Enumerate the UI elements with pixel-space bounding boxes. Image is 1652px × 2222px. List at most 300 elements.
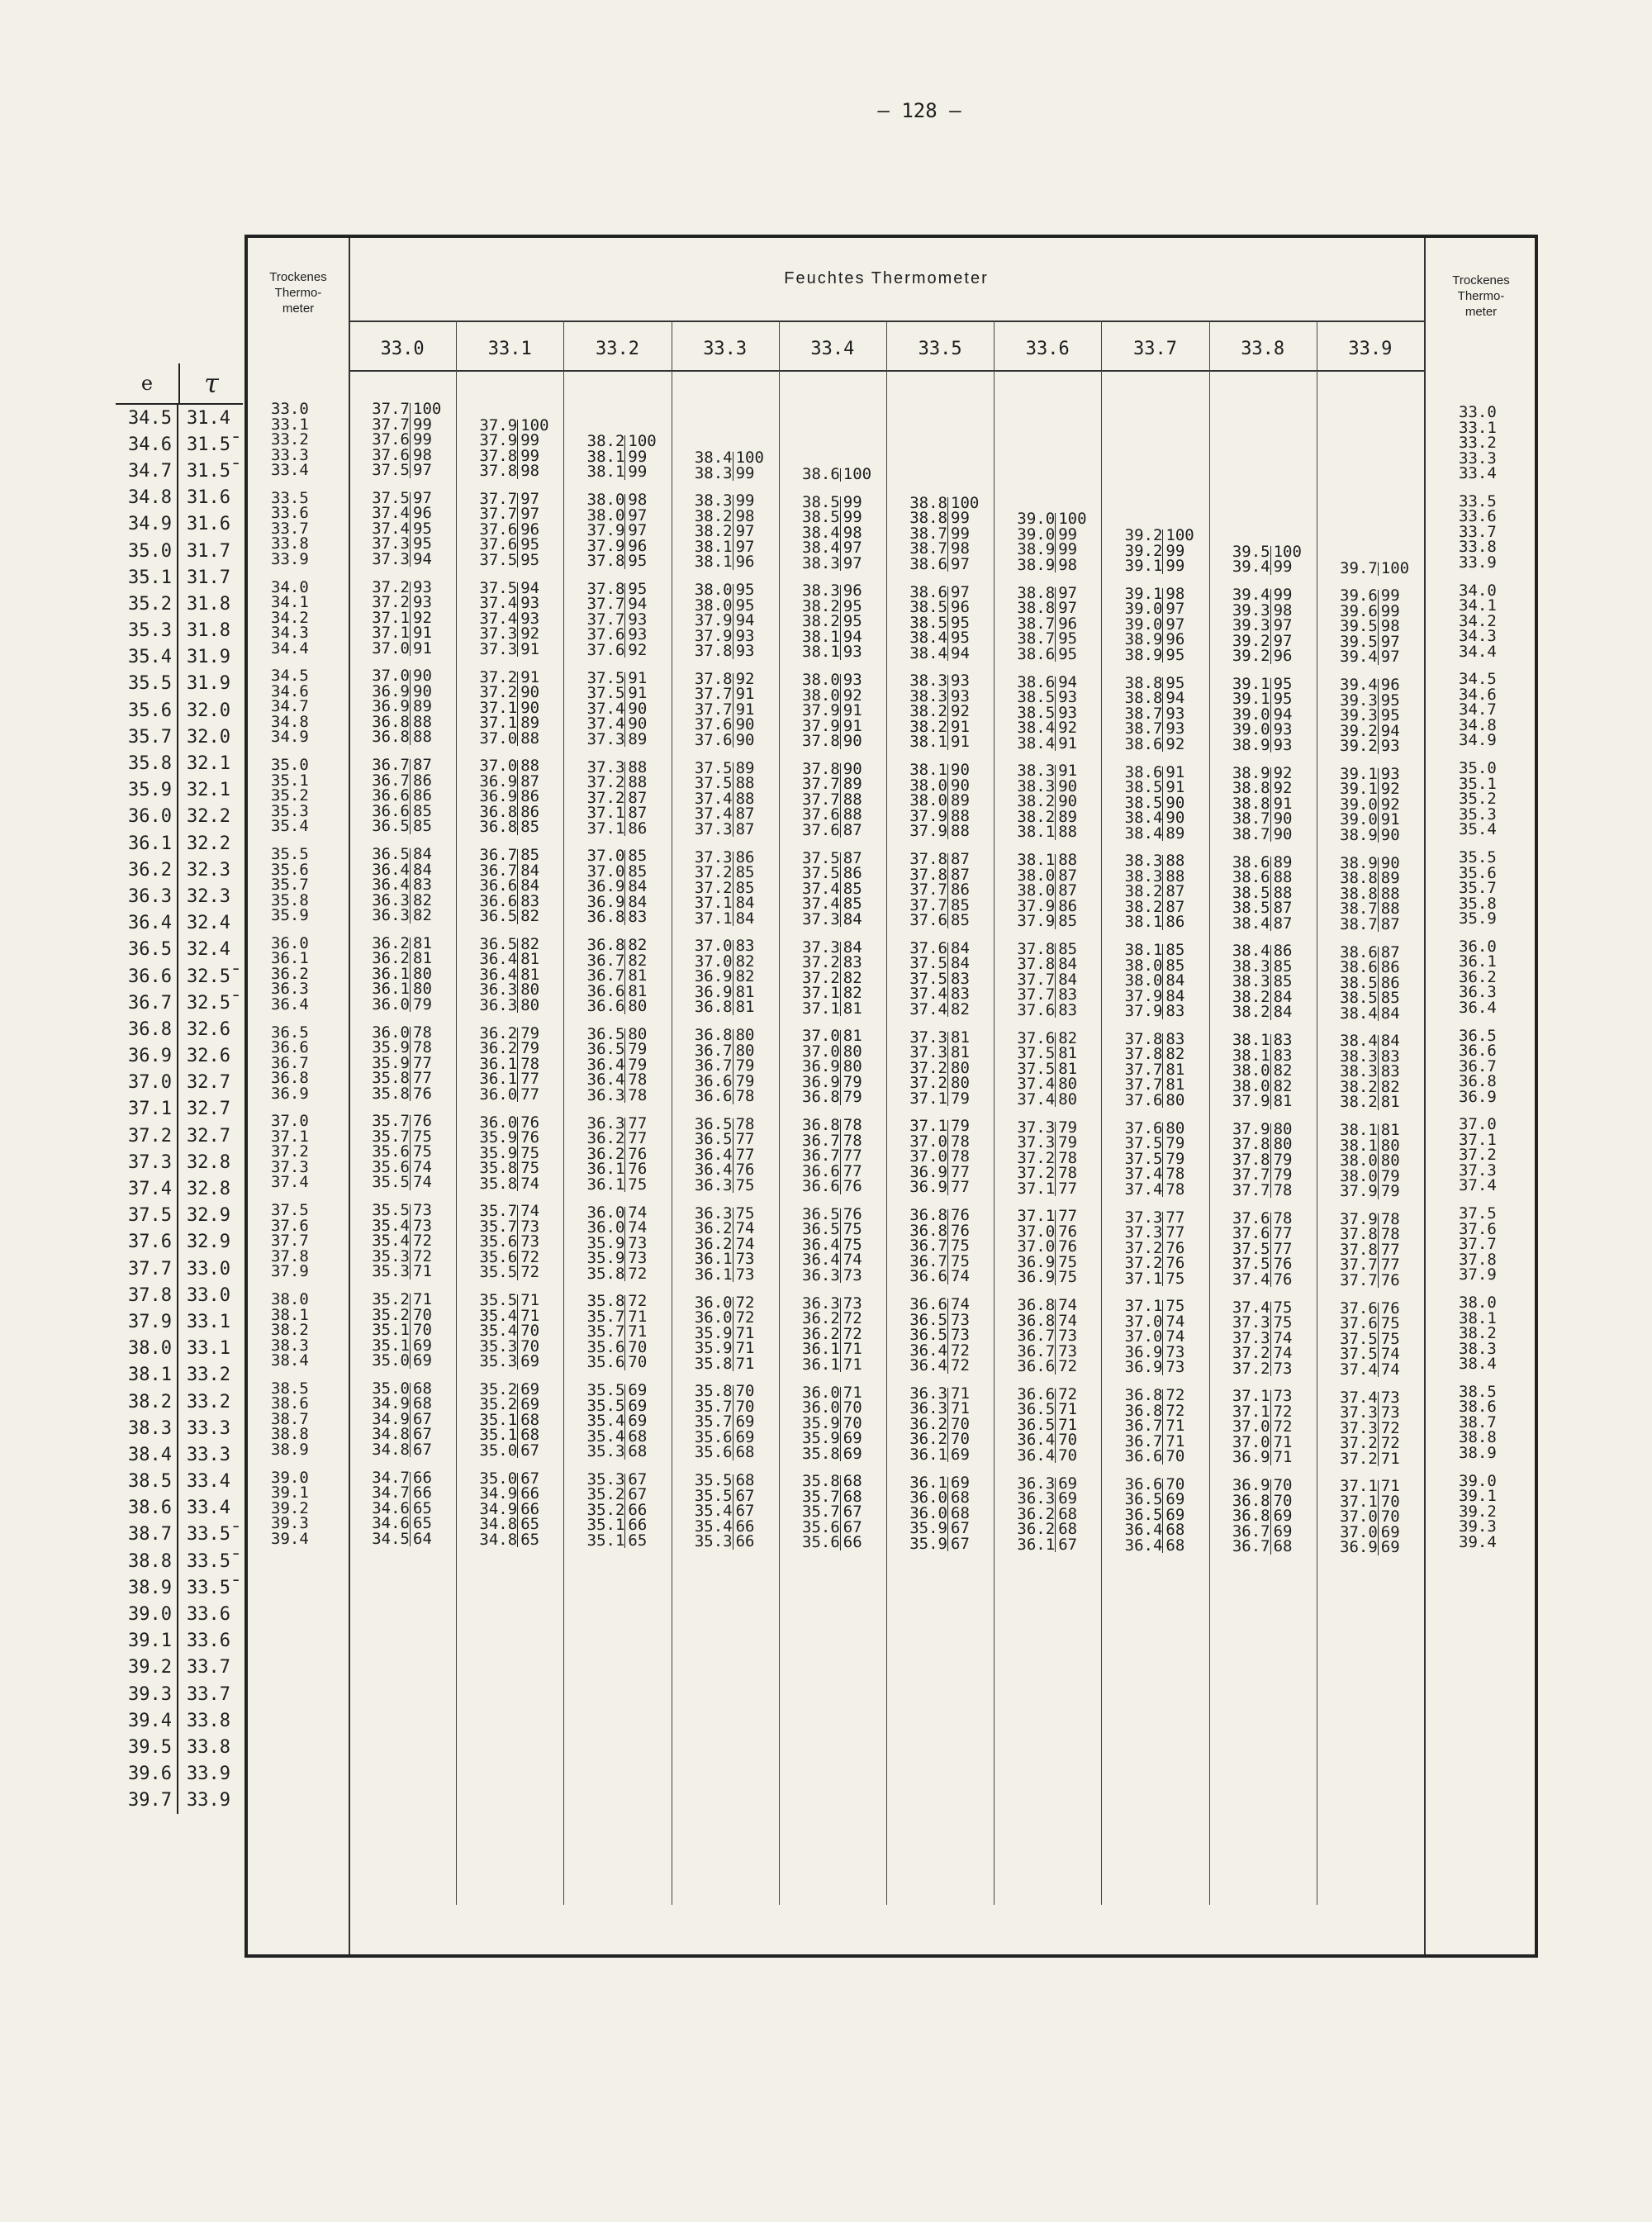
table-cell	[1323, 942, 1421, 1023]
side-table-row	[116, 538, 243, 564]
side-e-value: 38.1	[116, 1362, 178, 1389]
side-e-value: 37.0	[116, 1070, 178, 1096]
side-e-value: 39.7	[116, 1788, 178, 1814]
relative-humidity: 88 88 87 87 86	[628, 757, 648, 838]
cell-divider	[517, 760, 518, 835]
wet-bulb-temperature: 37.3 37.2 37.2 37.1 37.1	[694, 847, 733, 928]
wet-bulb-temperature: 37.1 37.1 37.0 37.0 36.9	[1232, 1387, 1270, 1467]
cell-divider	[1270, 546, 1271, 575]
wet-bulb-temperature: 36.6 36.5 36.5 36.4 36.4	[1124, 1474, 1163, 1555]
table-cell	[678, 1206, 776, 1284]
table-cell	[678, 582, 776, 660]
cell-divider	[1162, 767, 1163, 842]
cell-divider	[624, 939, 625, 1014]
cell-divider	[1378, 768, 1379, 843]
wet-bulb-temperature: 39.7	[1340, 558, 1378, 577]
dry-values-left: 38.0 38.1 38.2 38.3 38.4	[271, 1290, 309, 1370]
table-cell	[1000, 763, 1098, 841]
relative-humidity: 68 68 67 67 67	[413, 1379, 432, 1459]
relative-humidity: 80 79 79 78 78	[1165, 1118, 1185, 1199]
cell-divider	[410, 1204, 411, 1280]
dry-values-right: 34.0 34.1 34.2 34.3 34.4	[1459, 581, 1497, 661]
relative-humidity: 66 66 65 65 64	[413, 1468, 432, 1548]
side-e-value: 35.9	[116, 777, 178, 804]
table-cell	[678, 1114, 776, 1194]
side-table-row	[116, 1096, 243, 1123]
wet-column-header: 33.3	[703, 339, 748, 359]
wet-bulb-temperature: 35.3 35.2 35.2 35.1 35.1	[586, 1469, 625, 1550]
table-cell	[786, 759, 883, 839]
wet-bulb-temperature: 38.1 38.1 38.0 38.0 37.9	[1340, 1121, 1378, 1201]
table-cell	[1000, 583, 1098, 663]
cell-divider	[840, 852, 841, 928]
wet-bulb-temperature: 37.6 37.5 37.5 37.4 37.4	[909, 938, 947, 1018]
table-cell	[678, 493, 776, 571]
side-table-row	[116, 1761, 243, 1788]
wet-bulb-temperature: 37.2 37.2 37.1 37.1 37.0	[479, 667, 518, 748]
cell-divider	[624, 1028, 625, 1104]
cell-divider	[1270, 678, 1271, 753]
wet-bulb-temperature: 35.7 35.7 35.6 35.6 35.5	[479, 1202, 518, 1282]
side-e-value: 37.9	[116, 1308, 178, 1335]
table-cell	[1323, 1123, 1421, 1200]
row-group	[248, 1468, 1538, 1557]
cell-divider	[410, 492, 411, 567]
side-e-value: 38.0	[116, 1336, 178, 1362]
table-cell	[570, 848, 667, 926]
cell-divider	[410, 582, 411, 657]
side-tau-value: 33.1	[187, 1338, 230, 1360]
relative-humidity: 76 75 75 74 73	[843, 1204, 862, 1284]
side-tau-value: 33.5̄	[187, 1524, 230, 1545]
table-cell	[893, 1475, 990, 1553]
side-table-row	[116, 431, 243, 458]
cell-divider	[947, 1477, 948, 1552]
side-e-value: 38.6	[116, 1495, 178, 1522]
relative-humidity: 72 72 71 71 71	[735, 1293, 755, 1373]
wet-bulb-temperature: 37.0 36.9 36.9 36.8 36.8	[372, 667, 410, 747]
wet-bulb-temperature: 38.6 38.6 38.5 38.5 38.4	[1340, 942, 1378, 1023]
relative-humidity: 71 71 70 70 69	[951, 1384, 970, 1464]
table-cell	[570, 1469, 667, 1550]
cell-divider	[1378, 679, 1379, 754]
table-cell	[1323, 1301, 1421, 1379]
side-table-row	[116, 564, 243, 591]
cell-divider	[410, 1472, 411, 1547]
cell-divider	[1378, 857, 1379, 933]
side-e-value: 35.0	[116, 538, 178, 564]
table-cell	[1000, 1476, 1098, 1554]
wet-bulb-temperature: 37.3 37.2 37.2 37.1 37.1	[802, 938, 840, 1018]
dry-values-left: 34.0 34.1 34.2 34.3 34.4	[271, 577, 309, 658]
relative-humidity: 97 97 96 95 95	[1058, 583, 1078, 663]
table-cell	[678, 1295, 776, 1373]
row-group	[248, 756, 1538, 844]
relative-humidity: 90 89 88 88 87	[1380, 853, 1400, 933]
side-tau-value: 32.2	[187, 806, 230, 828]
table-cell	[1323, 853, 1421, 933]
side-tau-value: 33.6	[187, 1604, 230, 1626]
table-cell	[355, 488, 453, 568]
relative-humidity: 98 97 97 96 95	[1165, 584, 1185, 664]
cell-divider	[1055, 587, 1056, 662]
table-cell	[678, 1473, 776, 1550]
cell-divider	[1055, 943, 1056, 1018]
cell-divider	[517, 1384, 518, 1459]
wet-bulb-temperature: 38.0 38.0 37.9 37.9 37.8	[802, 671, 840, 751]
side-table-row	[116, 511, 243, 538]
wet-bulb-temperature: 38.1 38.0 38.0 37.9 37.9	[909, 761, 947, 841]
relative-humidity: 74 74 73 73 72	[1058, 1296, 1078, 1376]
table-cell	[1000, 1298, 1098, 1375]
relative-humidity: 76 76 75 75 74	[951, 1206, 970, 1286]
wet-bulb-temperature: 39.1 39.1 39.0 39.0 38.9	[1340, 764, 1378, 844]
cell-divider	[1378, 1303, 1379, 1378]
relative-humidity: 76 75 75 74 74	[413, 1112, 432, 1192]
relative-humidity: 71 70 70 69 69	[843, 1383, 862, 1463]
cell-divider	[410, 1115, 411, 1190]
relative-humidity: 80 80 79 79 78	[735, 1026, 755, 1106]
relative-humidity: 91 90 90 89 88	[520, 667, 540, 748]
side-table-rows	[116, 405, 243, 1814]
dry-values-right: 38.0 38.1 38.2 38.3 38.4	[1459, 1294, 1497, 1373]
cell-divider	[1162, 1479, 1163, 1554]
relative-humidity: 80 80 79 79 78	[1273, 1119, 1293, 1199]
cell-divider	[1055, 1210, 1056, 1285]
side-e-value: 36.5	[116, 937, 178, 963]
wet-bulb-temperature: 39.4 39.3 39.3 39.2 39.2	[1232, 586, 1270, 666]
relative-humidity: 100 99 99	[628, 432, 657, 482]
side-tau-value: 32.2	[187, 833, 230, 854]
side-table-row	[116, 485, 243, 511]
side-tau-value: 32.9	[187, 1205, 230, 1227]
cell-divider	[1270, 1213, 1271, 1288]
cell-divider	[840, 1119, 841, 1194]
relative-humidity: 90 90 89 88 88	[951, 761, 970, 841]
table-cell	[1108, 853, 1205, 931]
cell-divider	[1162, 588, 1163, 663]
side-e-value: 36.3	[116, 883, 178, 909]
wet-bulb-temperature: 35.0 34.9 34.9 34.8 34.8	[479, 1469, 518, 1549]
table-cell	[570, 1294, 667, 1371]
table-cell	[1216, 1389, 1313, 1466]
cell-divider	[624, 1295, 625, 1370]
table-cell	[1216, 852, 1313, 933]
table-cell	[1000, 1120, 1098, 1198]
side-tau-value: 33.0	[187, 1284, 230, 1306]
wet-bulb-temperature: 34.7 34.7 34.6 34.6 34.5	[372, 1468, 410, 1548]
table-cell	[786, 1118, 883, 1195]
relative-humidity: 70 70 69 69 68	[735, 1382, 755, 1462]
table-cell	[1000, 672, 1098, 753]
side-e-value: 34.9	[116, 511, 178, 538]
side-tau-value: 31.5̄	[187, 434, 230, 455]
wet-bulb-temperature: 39.6 39.6 39.5 39.5 39.4	[1340, 586, 1378, 667]
table-cell	[355, 1113, 453, 1191]
row-group	[248, 933, 1538, 1023]
side-e-value: 35.1	[116, 564, 178, 591]
table-cell	[1108, 942, 1205, 1020]
cell-divider	[1270, 857, 1271, 932]
cell-divider	[1378, 1035, 1379, 1110]
table-cell	[355, 668, 453, 746]
cell-divider	[840, 942, 841, 1017]
side-e-value: 38.9	[116, 1574, 178, 1601]
side-e-value: 39.5	[116, 1734, 178, 1760]
wet-bulb-temperature: 37.8 37.8 37.7 37.7 37.6	[1017, 939, 1056, 1019]
relative-humidity: 70 70 69 69 68	[1273, 1476, 1293, 1556]
relative-humidity: 75 74 74 73 73	[735, 1204, 755, 1284]
relative-humidity: 72 71 71 70 70	[1058, 1384, 1078, 1465]
cell-divider	[840, 1030, 841, 1105]
side-tau-value: 31.6	[187, 514, 230, 535]
relative-humidity: 99 98 97 97 96	[1273, 586, 1293, 666]
cell-divider	[1378, 1480, 1379, 1555]
side-e-value: 38.7	[116, 1522, 178, 1548]
cell-divider	[1270, 1479, 1271, 1555]
side-tau-value: 33.9	[187, 1764, 230, 1785]
wet-bulb-temperature: 36.3 36.2 36.2 36.1 36.1	[802, 1294, 840, 1374]
wet-bulb-temperature: 36.1 36.0 36.0 35.9 35.9	[909, 1473, 947, 1553]
side-tau-value: 31.7	[187, 540, 230, 562]
side-tau-value: 33.3	[187, 1417, 230, 1439]
side-e-value: 34.7	[116, 458, 178, 484]
wet-bulb-temperature: 36.3 36.3 36.2 36.2 36.1	[909, 1384, 947, 1464]
table-cell	[786, 1028, 883, 1106]
cell-divider	[840, 674, 841, 749]
relative-humidity: 81 80 80 79 79	[843, 1027, 862, 1107]
wet-bulb-temperature: 37.5 37.5 37.4 37.4 37.3	[586, 668, 625, 748]
relative-humidity: 74 73 73 72 72	[520, 1202, 540, 1282]
table-cell	[570, 1383, 667, 1460]
cell-divider	[410, 670, 411, 745]
dry-values-left: 36.5 36.6 36.7 36.8 36.9	[271, 1023, 309, 1103]
wet-bulb-temperature: 36.5 36.4 36.4 36.3 36.3	[372, 845, 410, 924]
cell-divider	[1378, 590, 1379, 665]
side-tau-value: 31.9	[187, 673, 230, 695]
wet-bulb-temperature: 38.6 38.6 38.5 38.5 38.4	[1232, 852, 1270, 933]
wet-bulb-temperature: 38.6 38.5 38.5 38.4 38.4	[1124, 762, 1163, 843]
table-cell	[570, 1024, 667, 1104]
relative-humidity: 88 87 87 86 85	[1058, 851, 1078, 931]
wet-bulb-temperature: 36.7 36.7 36.6 36.6 36.5	[372, 756, 410, 836]
table-cell	[1216, 1119, 1313, 1199]
relative-humidity: 94 93 93 92 91	[1058, 672, 1078, 753]
wet-bulb-temperature: 38.8 38.8 38.7 38.7 38.6	[1017, 583, 1056, 663]
side-table-row	[116, 1336, 243, 1362]
cell-divider	[1162, 944, 1163, 1019]
relative-humidity: 93 92 92 91 90	[1380, 764, 1400, 844]
side-e-value: 36.4	[116, 910, 178, 937]
side-table-row	[116, 458, 243, 484]
cell-divider	[947, 675, 948, 750]
relative-humidity: 100 99 99 98	[1058, 510, 1087, 574]
table-cell	[1108, 1474, 1205, 1555]
wet-bulb-temperature: 38.0 38.0 37.9 37.9 37.8	[586, 491, 625, 571]
relative-humidity: 90 89 88 88 87	[843, 759, 862, 839]
relative-humidity: 97 96 95 95 94	[413, 488, 432, 568]
wet-bulb-temperature: 36.5 36.5 36.4 36.4 36.3	[802, 1204, 840, 1284]
wet-bulb-temperature: 37.8 37.8 37.7 37.7 37.6	[909, 850, 947, 929]
side-tau-value: 33.3	[187, 1444, 230, 1465]
table-cell	[786, 1296, 883, 1374]
relative-humidity: 100 99	[735, 449, 764, 482]
wet-bulb-temperature: 37.5 37.4 37.4 37.3 37.3	[479, 578, 518, 658]
dry-values-left: 33.0 33.1 33.2 33.3 33.4	[271, 400, 309, 479]
side-e-value: 39.4	[116, 1707, 178, 1734]
wet-bulb-temperature: 38.6 38.5 38.5 38.4 38.4	[1017, 672, 1056, 753]
wet-bulb-temperature: 39.5 39.4	[1232, 542, 1270, 577]
wet-bulb-temperature: 38.1 38.0 38.0 37.9 37.9	[1124, 941, 1163, 1021]
side-table-row	[116, 1707, 243, 1734]
wet-bulb-temperature: 37.5 37.5 37.4 37.4 37.3	[694, 758, 733, 838]
relative-humidity: 91 91 90 90 89	[628, 668, 648, 748]
cell-divider	[517, 849, 518, 924]
side-tau-value: 33.7	[187, 1683, 230, 1705]
cell-divider	[1055, 1299, 1056, 1375]
table-cell	[1000, 852, 1098, 930]
wet-bulb-temperature: 37.3 37.3 37.2 37.2 37.1	[1017, 1118, 1056, 1198]
cell-divider	[1055, 1122, 1056, 1197]
side-tau-value: 33.4	[187, 1498, 230, 1519]
dry-values-right: 36.0 36.1 36.2 36.3 36.4	[1459, 937, 1497, 1017]
wet-bulb-temperature: 38.3 38.3 38.2 38.2 38.1	[1124, 852, 1163, 932]
row-group	[248, 667, 1538, 756]
wet-bulb-temperature: 35.0 34.9 34.9 34.8 34.8	[372, 1379, 410, 1459]
side-tau-value: 32.8	[187, 1151, 230, 1173]
side-tau-value: 32.7	[187, 1072, 230, 1094]
wet-bulb-temperature: 35.8 35.7 35.7 35.6 35.6	[694, 1382, 733, 1462]
table-cell	[1108, 762, 1205, 843]
side-table	[116, 363, 243, 1814]
relative-humidity: 98 97 97 96 95	[628, 491, 648, 571]
wet-bulb-temperature: 36.2 36.2 36.1 36.1 36.0	[372, 933, 410, 1014]
table-cell	[355, 933, 453, 1014]
side-table-row	[116, 1734, 243, 1760]
side-table-row	[116, 1256, 243, 1282]
table-cell	[463, 402, 560, 480]
side-table-row	[116, 591, 243, 617]
side-table-row	[116, 1175, 243, 1202]
wet-bulb-temperature: 36.5 36.5 36.4 36.4 36.3	[694, 1114, 733, 1194]
table-cell	[355, 847, 453, 924]
relative-humidity: 86 85 85 84 84	[735, 847, 755, 928]
cell-divider	[1378, 1124, 1379, 1199]
wet-bulb-temperature: 35.5 35.5 35.4 35.4 35.3	[586, 1381, 625, 1461]
cell-divider	[517, 493, 518, 568]
cell-divider	[1270, 945, 1271, 1020]
relative-humidity: 72 71 71 70 70	[628, 1292, 648, 1372]
wet-bulb-temperature: 37.5 37.5 37.4 37.4 37.3	[802, 848, 840, 928]
table-cell	[1216, 587, 1313, 665]
relative-humidity: 100 99 99 98	[520, 415, 549, 481]
table-cell	[678, 405, 776, 482]
wet-bulb-temperature: 35.7 35.7 35.6 35.6 35.5	[372, 1112, 410, 1192]
table-cell	[1108, 497, 1205, 575]
relative-humidity: 67 67 66 66 65	[628, 1469, 648, 1550]
relative-humidity: 69 68 68 67 67	[951, 1473, 970, 1553]
table-cell	[893, 1208, 990, 1285]
relative-humidity: 73 73 72 72 71	[1380, 1388, 1400, 1468]
table-cell	[463, 847, 560, 925]
side-table-row	[116, 1043, 243, 1070]
cell-divider	[947, 1388, 948, 1463]
side-table-row	[116, 697, 243, 724]
side-table-row	[116, 1362, 243, 1389]
side-table-row	[116, 1389, 243, 1415]
side-tau-value: 33.9	[187, 1790, 230, 1811]
wet-bulb-temperature: 39.0 39.0 38.9 38.9	[1017, 510, 1056, 574]
table-cell	[893, 1386, 990, 1464]
side-e-value: 39.1	[116, 1628, 178, 1655]
relative-humidity: 88 87 86 86 85	[520, 757, 540, 837]
table-cell	[463, 934, 560, 1014]
cell-divider	[1055, 513, 1056, 572]
table-cell	[1108, 1388, 1205, 1465]
cell-divider	[517, 1028, 518, 1103]
side-table-row	[116, 804, 243, 830]
relative-humidity: 69 69 68 68 67	[520, 1379, 540, 1460]
table-cell	[463, 1115, 560, 1193]
side-tau-value: 32.4	[187, 913, 230, 934]
side-table-row	[116, 1441, 243, 1468]
cell-divider	[1378, 947, 1379, 1022]
row-group	[248, 488, 1538, 577]
wet-bulb-temperature: 38.3 38.2 38.2 38.1 38.1	[802, 582, 840, 662]
side-table-row	[116, 1522, 243, 1548]
wet-bulb-temperature: 38.4 38.3 38.3 38.2 38.2	[1340, 1032, 1378, 1112]
side-e-value: 35.6	[116, 697, 178, 724]
cell-divider	[517, 1117, 518, 1192]
wet-bulb-temperature: 37.1 37.0 37.0 36.9 36.9	[1017, 1207, 1056, 1287]
wet-bulb-temperature: 37.5 37.4 37.4 37.3 37.3	[372, 488, 410, 568]
side-e-value: 38.3	[116, 1415, 178, 1441]
wet-bulb-temperature: 36.8 36.8 36.7 36.7 36.6	[909, 1206, 947, 1286]
side-tau-value: 33.2	[187, 1365, 230, 1386]
side-e-value: 38.2	[116, 1389, 178, 1415]
relative-humidity: 89 88 88 87 87	[735, 758, 755, 838]
table-cell	[463, 1023, 560, 1104]
table-cell	[893, 1118, 990, 1196]
table-cell	[355, 1381, 453, 1459]
side-e-value: 39.2	[116, 1655, 178, 1681]
relative-humidity: 83 82 82 81 81	[735, 937, 755, 1017]
table-cell	[1000, 1208, 1098, 1286]
side-tau-value: 32.5̄	[187, 992, 230, 1014]
wet-bulb-temperature: 36.6 36.5 36.5 36.4 36.4	[909, 1295, 947, 1375]
side-table-row	[116, 1070, 243, 1096]
side-tau-value: 32.5̄	[187, 966, 230, 987]
row-group	[248, 401, 1538, 481]
side-tau-value: 31.5̄	[187, 460, 230, 482]
wet-bulb-temperature: 37.6 37.5 37.5 37.4 37.4	[1017, 1028, 1056, 1109]
wet-bulb-temperature: 36.0 36.0 35.9 35.9 35.8	[586, 1203, 625, 1283]
table-cell	[786, 1204, 883, 1284]
table-cell	[570, 579, 667, 659]
dry-values-right: 37.0 37.1 37.2 37.3 37.4	[1459, 1115, 1497, 1195]
side-e-value: 36.8	[116, 1016, 178, 1042]
dry-values-left: 35.0 35.1 35.2 35.3 35.4	[271, 756, 309, 836]
table-cell	[570, 403, 667, 481]
relative-humidity: 78 77 77 76 76	[1273, 1208, 1293, 1289]
relative-humidity: 72 72 71 71 70	[1165, 1386, 1185, 1466]
side-tau-value: 33.6	[187, 1631, 230, 1652]
side-table-row	[116, 1308, 243, 1335]
wet-bulb-temperature: 38.4 38.3	[694, 449, 733, 482]
relative-humidity: 100 99 99 98 97	[951, 493, 980, 573]
cell-divider	[517, 420, 518, 479]
side-tau-value: 31.8	[187, 620, 230, 642]
